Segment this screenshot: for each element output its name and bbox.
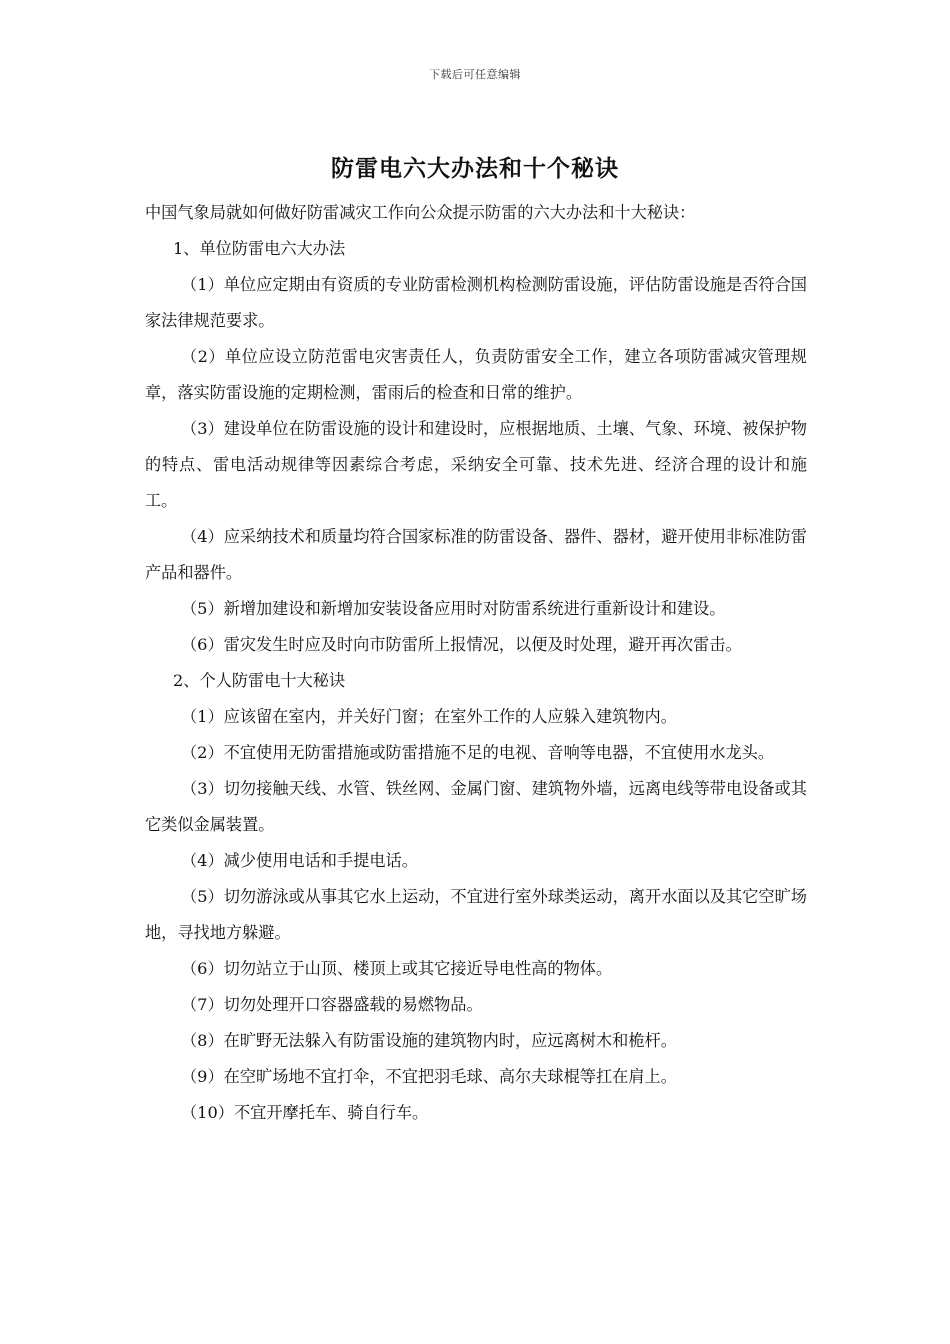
section-1-item-6: （6）雷灾发生时应及时向市防雷所上报情况，以便及时处理，避开再次雷击。 [181,635,742,654]
section-2-heading: 2、个人防雷电十大秘诀 [173,671,346,690]
section-1-heading: 1、单位防雷电六大办法 [173,239,346,258]
section-2-item-10: （10）不宜开摩托车、骑自行车。 [181,1103,429,1122]
section-2-item-4: （4）减少使用电话和手提电话。 [181,851,418,870]
document-title: 防雷电六大办法和十个秘诀 [331,155,619,182]
document-body [145,195,807,1131]
section-2-item-3: （3）切勿接触天线、水管、铁丝网、金属门窗、建筑物外墙，远离电线等带电设备或其它类似金属装置。 [145,779,807,834]
section-1-item-1: （1）单位应定期由有资质的专业防雷检测机构检测防雷设施，评估防雷设施是否符合国家法律规范要求。 [145,275,807,330]
section-2-item-6: （6）切勿站立于山顶、楼顶上或其它接近导电性高的物体。 [181,959,613,978]
section-2-item-2: （2）不宜使用无防雷措施或防雷措施不足的电视、音响等电器，不宜使用水龙头。 [181,743,775,762]
section-2-item-5: （5）切勿游泳或从事其它水上运动，不宜进行室外球类运动，离开水面以及其它空旷场地，寻找地方躲避。 [145,887,807,942]
section-1-item-3: （3）建设单位在防雷设施的设计和建设时，应根据地质、土壤、气象、环境、被保护物的特点、雷电活动规律等因素综合考虑，采纳安全可靠、技术先进、经济合理的设计和施工。 [145,419,807,510]
section-2-item-9: （9）在空旷场地不宜打伞，不宜把羽毛球、高尔夫球棍等扛在肩上。 [181,1067,677,1086]
section-2-item-7: （7）切勿处理开口容器盛载的易燃物品。 [181,995,483,1014]
section-1-item-4: （4）应采纳技术和质量均符合国家标准的防雷设备、器件、器材，避开使用非标准防雷产品和器件。 [145,527,807,582]
section-2-item-8: （8）在旷野无法躲入有防雷设施的建筑物内时，应远离树木和桅杆。 [181,1031,677,1050]
section-2-item-1: （1）应该留在室内，并关好门窗；在室外工作的人应躲入建筑物内。 [181,707,677,726]
section-1-item-2: （2）单位应设立防范雷电灾害责任人，负责防雷安全工作，建立各项防雷减灾管理规章，落实防雷设施的定期检测，雷雨后的检查和日常的维护。 [145,347,807,402]
page-header-note: 下载后可任意编辑 [429,68,521,81]
section-1-item-5: （5）新增加建设和新增加安装设备应用时对防雷系统进行重新设计和建设。 [181,599,726,618]
intro-paragraph: 中国气象局就如何做好防雷减灾工作向公众提示防雷的六大办法和十大秘诀： [145,203,696,222]
